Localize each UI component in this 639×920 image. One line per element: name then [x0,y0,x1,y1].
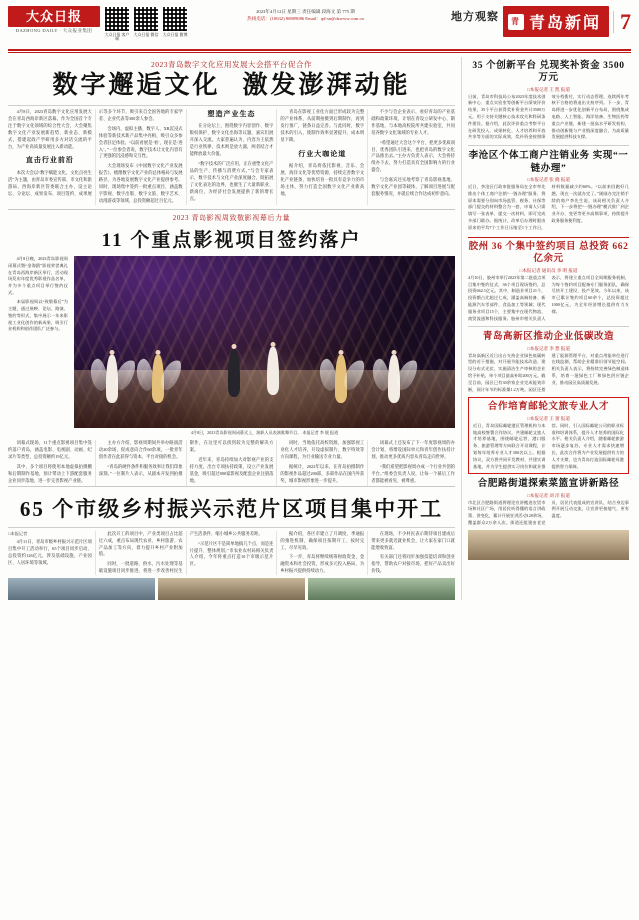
photo-caption: 4月8日，2023青岛影视周闭幕式上，演职人员表演歌舞节目。 本报记者 李 媛 报道 [190,430,339,436]
thumbnail-photo [8,578,155,600]
feature-intro [8,256,68,436]
byline: □本报记者 [8,530,28,536]
side-headline: 35 个创新平台 兑现奖补资金 3500 万元 [472,61,625,84]
paragraph: 闭幕式现场，11个重点影视项目集中签约落户青岛，涵盖电影、电视剧、动画、纪录片等类型，总投资额约19亿元。 [8,439,92,459]
qr-caption: 大众日报 微博 [162,32,188,37]
paragraph: 主办方介绍，影视周期间共举办路演活动20余场，促成意向合作60余项，一批青年创作者在此获得与资本、平台对接的机会。 [98,439,183,459]
paragraph: 在现场，不少村民表示期待项目建成后带来更多就近就业机会，让大家在家门口就能增收致富。 [371,530,455,550]
paragraph: 其中，多个项目将使用本地虚拟拍摄棚和后期制作基地，预计带动上下游配套服务企业同步落地，进一步完善影视产业链。 [8,463,92,483]
performer-figure [104,350,120,408]
qr-code [104,6,130,42]
paragraph: “青岛的硬件条件和服务效率让我们印象深刻。”一位制片人表示，从剧本开发到拍摄制作，在这里可以找到较为完整的解决方案。 [98,439,274,476]
side-photo [468,530,629,560]
side-byline: □本报记者 刘 洋 报道 [527,492,570,498]
issue-info: 2023年4月12日 星期三 责任编辑 段海文 第 775 期 [256,9,355,14]
side-article-5-boxed [468,397,629,474]
paragraph: 下一步，青岛将继续统筹财政资金、金融资本和社会投资，形成多元投入格局，为乡村振兴提供持续动力。 [280,554,365,574]
side-byline: □本报记者 张 晓 报道 [527,176,570,182]
feature-headline: 11 个重点影视项目签约落户 [101,230,362,252]
lead-headline [8,72,455,101]
paragraph: 会场内，虚拟主播、数字人、XR沉浸式体验等新技术新产品集中亮相，吸引众多参会者驻足体验。“以前看展是‘看’，现在是‘进入’。”一位参会者说，数字技术让文化内容有了更强的沉浸感和交互性。 [98,125,183,159]
masthead-rule [8,49,631,51]
brand-label: 青岛新闻 [528,15,601,32]
qr-code-group [104,6,188,42]
thumbnail-photo [158,578,305,600]
paragraph: “希望通过大会这个平台，把更多优质项目、优秀团队引进来，也把青岛的数字文化产品推出去。”主办方负责人表示，大会将持续办下去，努力打造具有全国影响力的行业盛会。 [371,139,455,173]
lead-subhead-3: 行业大咖论道 [298,149,347,158]
masthead [0,0,639,48]
side-article-6 [468,478,629,560]
feature-kicker: 2023 青岛影视周致敬影视幕后力量 [172,214,291,223]
paragraph: 青岛在影视工业化方面已形成较为完整的产业体系，从前期拍摄到后期制作，再到发行推广，链条日益完善。与此同时，数字技术的引入，使制作效率显著提升，成本明显下降。 [280,108,365,142]
bottom-article [8,493,455,601]
qr-code-icon [104,6,130,32]
side-headline: 青岛高新区推动企业低碳改造 [482,332,615,343]
qr-caption: 大众日报 客户端 [104,32,130,42]
side-headline: 合作培育邮轮文旅专业人才 [487,402,610,413]
side-body: 市北区合肥路街道将理论宣讲搬进农贸市场和社区广场，用居民听得懂的语言讲政策、讲变化，累计开展宣讲活动120余场，覆盖群众2万余人次。街道还组建由老党员、居民代表组成的宣讲队，结合身边事例开展互动交流，让宣讲更接地气、更有温度。 [468,499,629,526]
newspaper-logo [8,6,100,34]
side-body: 日前，青岛市科技局公布2023年度技术创新中心、重点实验室等创新平台绩效评价结果，35个平台获得奖补资金共计3500万元，用于支持关键核心技术攻关和科研条件建设。据介绍，此次评价重点考察平台在研发投入、成果转化、人才培养和开放共享等方面的实际成效，奖补资金按照绩效分档拨付，实行动态管理，连续两年考核不合格的将退出支持序列。下一步，青岛将进一步优化创新平台布局，围绕集成电路、人工智能、海洋装备、生物医药等重点产业链，新建一批高水平研发机构，推动创新链与产业链深度融合，为高质量发展提供科技支撑。 [468,93,629,140]
paragraph: 闭幕式上还发布了下一年度影视周的办会计划，将增设国际单元和青年创作扶持计划，推动更多优质内容从青岛走向世界。 [371,439,455,459]
feature-article [8,209,455,486]
paragraph: 大会现场发布《中国数字文化产业发展报告》，梳理数字文化产业的总体格局与发展路径，为各地发展数字文化产业提供参考。同时，现场集中签约一批重点项目，涵盖数字影视、数字出版、数字文旅、数字艺术、动漫游戏等领域，总投资额超过百亿元。 [98,163,183,204]
paragraph: 近年来，青岛持续加大对影视产业的支持力度，出台专项扶持政策，设立产业发展基金，吸引超过800家影视及配套企业注册落地。 [189,456,274,483]
side-body: 近日，青岛国际邮轮港区管理机构与本地高校签署合作协议，共建邮轮文旅人才培养基地，围绕邮轮运营、港口服务、旅游管理等方向联合开设课程，计划每年培养专业人才300名以上。根据协议，双方将共同开发教材、共建实训基地，并为学生提供实习岗位和就业推荐。同时，引入国际邮轮公司的职业标准和培训体系，提升人才培养的国际化水平。相关负责人介绍，随着邮轮旅游市场逐步复苏，专业人才需求快速增长，此次合作将为产业发展提供有力的人才支撑，也为青岛打造国际邮轮母港提供智力保障。 [473,422,624,469]
feature-photo-block [74,256,455,436]
paragraph: 同时，当地依托高校资源，加强影视工业化人才培养，开设虚拟制片、数字特效等方向课程，为行业输送专业力量。 [280,439,365,459]
paragraph: “数字技术的广泛应用，正在重塑文化产品的生产、传播与消费方式。”与会专家表示，数字技术与文化产业深度融合，既拓展了文化表达的边界，也催生了大量新职业、新岗位，为经济社会发展提供了新的增长点。 [189,160,274,201]
side-headline: 合肥路街道探索菜篮宣讲新路径 [477,479,620,490]
side-byline: □本报记者 王 凯 报道 [527,86,570,92]
side-headline: 李沧区个体工商户注销业务 实现“一链办理” [468,151,629,174]
side-headline: 胶州 36 个集中签约项目 总投资 662 亿余元 [468,242,629,265]
qr-code [162,6,188,42]
bottom-article-body [8,531,455,576]
side-byline: □本报记者 通讯员 李 明 报道 [519,267,578,273]
main-column [8,57,455,600]
side-article-3 [468,241,629,322]
contact-info: 热线电话：(10632) 80889086 Email：qd-sn@dzwww.com.cn [247,15,364,21]
paragraph: “我们希望把影视周办成一个行业共创的平台。”组委会负责人说，让每一个幕后工作者都能被看见、被尊重。 [371,463,455,483]
brand-banner [503,6,609,37]
thumbnail-row [8,578,455,600]
performer-figure [386,350,402,408]
lead-headline-part-a: 数字邂逅文化 [52,72,221,99]
paragraph: 4月11日，青岛市级乡村振兴示范片区项目集中开工活动举行，65个项目同步启动，总投资约126亿元，涉及基础设施、产业园区、人居环境等领域。 [8,539,92,566]
logo-title: 大众日报 [8,6,100,27]
lead-kicker: 2023青岛数字文化应用发展大会搭平台促合作 [151,60,312,69]
paragraph: 据介绍，各区市建立了月调度、季通报的推进机制，确保项目按期开工、按时完工、尽早见效。 [280,530,365,550]
qr-code-icon [162,6,188,32]
lead-subhead-1: 直击行业前沿 [25,156,74,165]
paragraph: 此次开工的项目中，产业类项目占比超过六成，重点布局现代农业、乡村旅游、农产品加工等方向，着力提升乡村产业附加值。 [98,530,183,557]
side-body: 4月10日，胶州市举行2023年第二批重点项目集中签约仪式，36个项目现场签约，总投资662.1亿元。其中，制造业项目21个，投资额占比超过七成，涵盖高端装备、新能源汽车零部件、食品加工等领域；现代服务业项目15个，主要集中在现代物流、商贸流通和科技服务。胶州市相关负责人表示，将建立重点项目全周期服务机制，为每个签约项目配备专门服务团队，确保尽快开工建设、投产见效。今年以来，该市已累计签约项目60余个，总投资超过1000亿元，为全年经济增长提供有力支撑。 [468,274,629,321]
lead-headline-part-b: 激发澎湃动能 [242,72,411,99]
divider [468,237,629,239]
divider [468,145,629,146]
side-byline: □本报记者 王 蕾 报道 [527,415,570,421]
divider [8,105,455,106]
side-body: 青岛高新区近日出台支持企业绿色低碳转型的若干措施，对开展节能技术改造、建设分布式光伏、实施清洁生产审核的企业给予补贴，单个项目最高补助200万元。截至目前，园区已有30余家企业完成能效诊断，预计年节约标准煤1.2万吨。园区还搭建了能源管理平台，对重点用能单位进行在线监测，帮助企业精准识别节能空间。相关负责人表示，将持续完善绿色制造体系，培育一批绿色工厂和绿色供应链企业，推动园区高质量发展。 [468,352,629,392]
lead-article-body [8,109,455,205]
paragraph: 4月8日，2023青岛数字文化应用发展大会在青岛西海岸新区落幕。作为全国首个专注于数字文化领域的综合性大会，大会聚焦数字文化产业发展新趋势、新业态、新模式，搭建起政产学研用多方对话交流的平台，为产业高质量发展注入新动能。 [8,108,92,149]
logo-subtitle: DAZHONG DAILY · 大众报业集团 [15,27,93,33]
paragraph: 不少与会企业表示，看好青岛的产业基础和政策环境，计划在青设立研发中心、制作基地，与本地高校院所共建实验室，共同培养数字文化领域的专业人才。 [371,108,455,135]
qr-code [133,6,159,42]
stage-performance-photo [74,256,455,428]
qr-caption: 大众日报 微信 [133,32,159,37]
performer-figure [333,350,349,408]
paragraph: 有关部门还将同步加强技能培训和创业指导，帮助农户对接市场，把好产品卖出好价钱。 [371,554,455,574]
side-column [461,57,629,600]
paragraph: 据统计，2022年以来，在青岛拍摄制作的影视作品超过200部，多部作品在国内外获奖，城市影视形象进一步提升。 [280,463,365,483]
side-article-2 [468,150,629,231]
seal-icon: 青 [508,14,524,30]
divider [8,527,455,528]
feature-top-row [8,256,455,436]
paragraph: 本届影视周以“致敬幕后”为主题，通过展映、论坛、路演、签约等形式，集中展示一年来影视工业化创作的新成果，吸引行业机构和创作团队广泛参与。 [8,299,68,332]
thumbnail-photo [308,578,455,600]
qr-code-icon [133,6,159,32]
side-body: 近日，李沧区行政审批服务局在全市率先推出个体工商户注销“一链办理”服务，将原本需要分别向市场监管、税务、社保等部门提交的材料整合为一套，申请人只需填写一张表单、提交一次材料，即可完成多部门联办。据统计，改革后办理时限由原来的平均7个工作日压缩至1个工作日，材料数量减少约60%。“以前来回跑好几趟，现在一次就办完了。”刚刚办完注销手续的商户李先生说。该局相关负责人介绍，下一步将把“一链办理”模式推广到企业开办、变更等更多高频事项，持续提升政务服务便利度。 [468,183,629,230]
divider [468,326,629,327]
bottom-headline: 65 个市级乡村振兴示范片区项目集中开工 [19,496,444,521]
paragraph: 4月8日晚，2023青岛影视周闭幕式暨“金海鸥”影视荣誉典礼在青岛西海岸新区举行，活动现场发布年度优秀影视作品名单，并为多个重点项目举行签约仪式。 [8,256,68,295]
page-body [0,57,639,600]
masthead-rule-secondary [8,52,631,53]
page-number: 7 [613,11,631,33]
paragraph: 在分论坛上，围绕数字内容创作、数字版权保护、数字文化出海等议题，嘉宾们展开深入交流。大家普遍认为，内容为王依然是行业铁律，技术则是放大器，两者结合才能释放最大价值。 [189,123,274,156]
side-article-4 [468,331,629,393]
masthead-brand-area [421,6,631,37]
performer-figure [226,344,242,408]
paragraph: 与会嘉宾还实地考察了青岛影视基地、数字文化产业园等载体，了解项目进展与配套服务情况，并就后续合作达成初步意向。 [371,177,455,197]
masthead-info [188,6,421,23]
side-article-1 [468,60,629,141]
paragraph: 同时，一批道路、供水、污水处理等基础设施项目同步推进，将进一步改善村民生产生活条件，缩小城乡公共服务差距。 [98,530,263,574]
section-tag: 地方观察 [450,11,499,23]
performer-figure [265,342,281,408]
paragraph: 本次大会以“数字赋能文化，文化点亮生活”为主题，由青岛市委宣传部、市文化和旅游局、西海岸新区管委联合主办，设主论坛、分论坛、成果发布、项目签约、成果展示等多个环节，吸引来自全国各地的专家学者、企业代表等300余人参会。 [8,108,183,196]
performer-figure [150,350,166,408]
lead-subhead-2: 塑造产业生态 [207,109,256,118]
feature-article-body [8,440,455,486]
side-byline: □本报记者 李 想 报道 [527,345,570,351]
paragraph: 据介绍，青岛将依托影视、音乐、会展、海洋文化等优势资源，持续完善数字文化产业链条，加快培育一批具有竞争力的市场主体，努力打造全国数字文化产业新高地。 [280,162,365,196]
paragraph: “示范片区不是简单地搞几个点，而是连片提升、整体规划。”市农业农村局相关负责人介绍，今年将重点打造10个市级示范片区。 [189,540,274,567]
